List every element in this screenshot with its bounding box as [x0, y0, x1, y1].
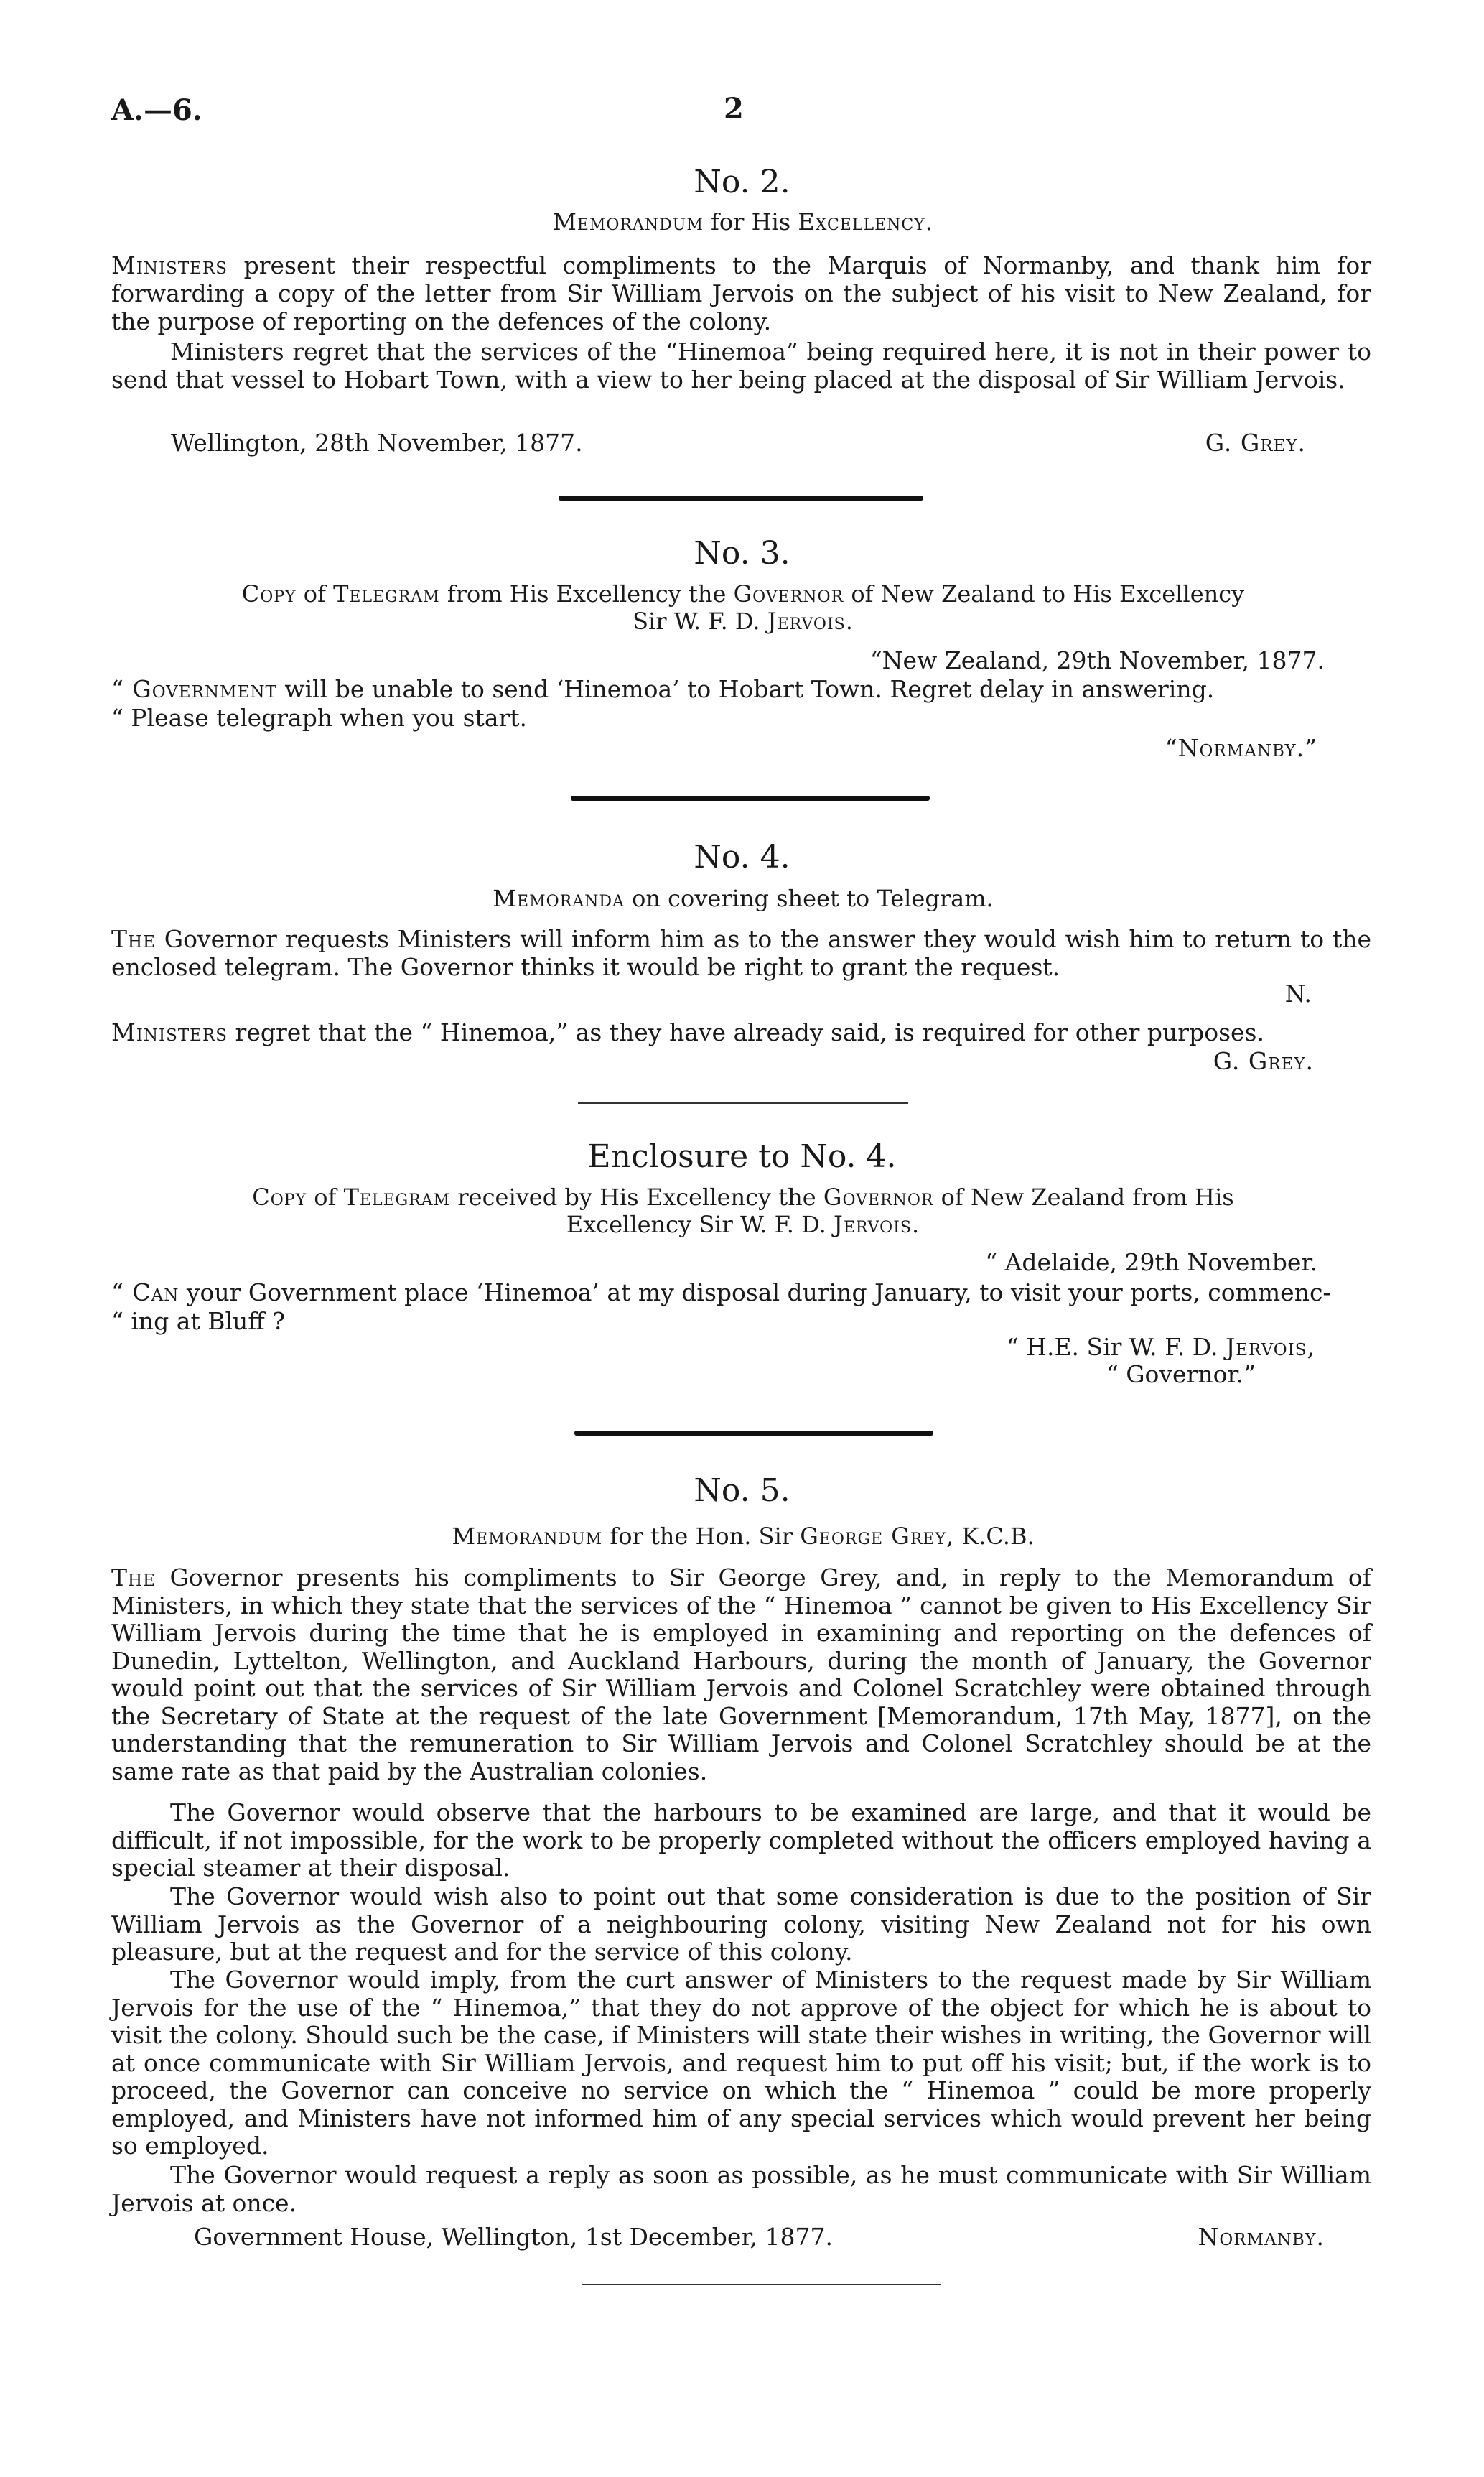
- enclosure-title: Copy of Telegram received by His Excellency the Governor of New Zealand from His Excellency Sir W. F. D. Jervois.: [252, 1184, 1234, 1238]
- no5-dateline: Government House, Wellington, 1st December, 1877.: [194, 2223, 833, 2251]
- no2-paragraph-2: Ministers regret that the services of the “Hinemoa” being required here, it is not in their power to send that vessel to Hobart Town, with a view to her being placed at the disposal of Sir William Jervois.: [111, 338, 1371, 394]
- section-divider: [559, 496, 923, 501]
- no2-signature: G. Grey.: [1205, 429, 1306, 457]
- no5-paragraph-5: The Governor would request a reply as soon as possible, as he must communicate with Sir William Jervois at once.: [111, 2161, 1371, 2217]
- no5-paragraph-1: The Governor presents his compliments to Sir George Grey, and, in reply to the Memorandum of Ministers, in which they state that the services of the “ Hinemoa ” cannot be given to His Excellency Sir William Jervois during the time that he is employed in examining and reporting on the defences of Dunedin, Lyttelton, Wellington, and Auckland Harbours, during the month of January, the Governor would point out that the services of Sir William Jervois and Colonel Scratchley were obtained through the Secretary of State at the request of the late Government [Memorandum, 17th May, 1877], on the understanding that the remuneration to Sir William Jervois and Colonel Scratchley should be at the same rate as that paid by the Australian colonies.: [111, 1563, 1371, 1785]
- no3-dateline: “New Zealand, 29th November, 1877.: [869, 646, 1325, 674]
- no5-paragraph-3: The Governor would wish also to point out that some consideration is due to the position of Sir William Jervois as the Governor of a neighbouring colony, visiting New Zealand not for his own pleasure, but at the request and for the service of this colony.: [111, 1882, 1371, 1966]
- no4-paragraph-1: The Governor requests Ministers will inform him as to the answer they would wish him to return to the enclosed telegram. The Governor thinks it would be right to grant the request.: [111, 925, 1371, 981]
- no4-signature: G. Grey.: [1213, 1047, 1314, 1075]
- no3-telegram-line-2: “ Please telegraph when you start.: [111, 704, 528, 732]
- page-end-divider: [582, 2284, 941, 2285]
- enclosure-telegram-line-1: “ Can your Government place ‘Hinemoa’ at my disposal during January, to visit your ports, commenc-: [111, 1278, 1331, 1306]
- enclosure-dateline: “ Adelaide, 29th November.: [985, 1248, 1317, 1276]
- no5-paragraph-2: The Governor would observe that the harbours to be examined are large, and that it would be difficult, if not impossible, for the work to be properly completed without the officers employed having a special steamer at their disposal.: [111, 1798, 1371, 1882]
- section-divider: [578, 1102, 908, 1104]
- section-no4-number: No. 4.: [694, 839, 790, 875]
- section-divider: [571, 796, 930, 801]
- section-no5-number: No. 5.: [694, 1472, 790, 1509]
- no2-paragraph-1: Ministers present their respectful compliments to the Marquis of Normanby, and thank him for forwarding a copy of the letter from Sir William Jervois on the subject of his visit to New Zealand, for the purpose of reporting on the defences of the colony.: [111, 251, 1371, 335]
- page-number: 2: [724, 92, 744, 126]
- section-no5-title: Memorandum for the Hon. Sir George Grey, K.C.B.: [452, 1523, 1035, 1550]
- section-no3-number: No. 3.: [694, 535, 790, 572]
- section-no2-number: No. 2.: [694, 164, 790, 200]
- no3-signature: “Normanby.”: [1165, 734, 1317, 762]
- enclosure-signature-1: “ H.E. Sir W. F. D. Jervois,: [1006, 1333, 1315, 1361]
- no2-dateline: Wellington, 28th November, 1877.: [171, 429, 583, 457]
- no4-paragraph-2: Ministers regret that the “ Hinemoa,” as they have already said, is required for other purposes.: [111, 1018, 1264, 1046]
- no5-signature: Normanby.: [1198, 2223, 1325, 2251]
- series-code: A.—6.: [111, 93, 202, 127]
- enclosure-telegram-line-2: “ ing at Bluff ?: [111, 1307, 285, 1335]
- section-no2-title: Memorandum for His Excellency.: [553, 208, 933, 236]
- enclosure-signature-2: “ Governor.”: [1106, 1360, 1256, 1388]
- section-no3-title: Copy of Telegram from His Excellency the Governor of New Zealand to His Excellency Sir W. F. D. Jervois.: [241, 580, 1245, 635]
- no3-telegram-line-1: “ Government will be unable to send ‘Hinemoa’ to Hobart Town. Regret delay in answering.: [111, 675, 1215, 703]
- enclosure-heading: Enclosure to No. 4.: [587, 1138, 897, 1175]
- no4-initial: N.: [1284, 980, 1312, 1008]
- section-divider: [574, 1431, 933, 1436]
- section-no4-title: Memoranda on covering sheet to Telegram.: [493, 885, 994, 912]
- no5-paragraph-4: The Governor would imply, from the curt answer of Ministers to the request made by Sir William Jervois for the use of the “ Hinemoa,” that they do not approve of the object for which he is about to visit the colony. Should such be the case, if Ministers will state their wishes in writing, the Governor will at once communicate with Sir William Jervois, and request him to put off his visit; but, if the work is to proceed, the Governor can conceive no service on which the “ Hinemoa ” could be more properly employed, and Ministers have not informed him of any special services which would prevent her being so employed.: [111, 1966, 1371, 2160]
